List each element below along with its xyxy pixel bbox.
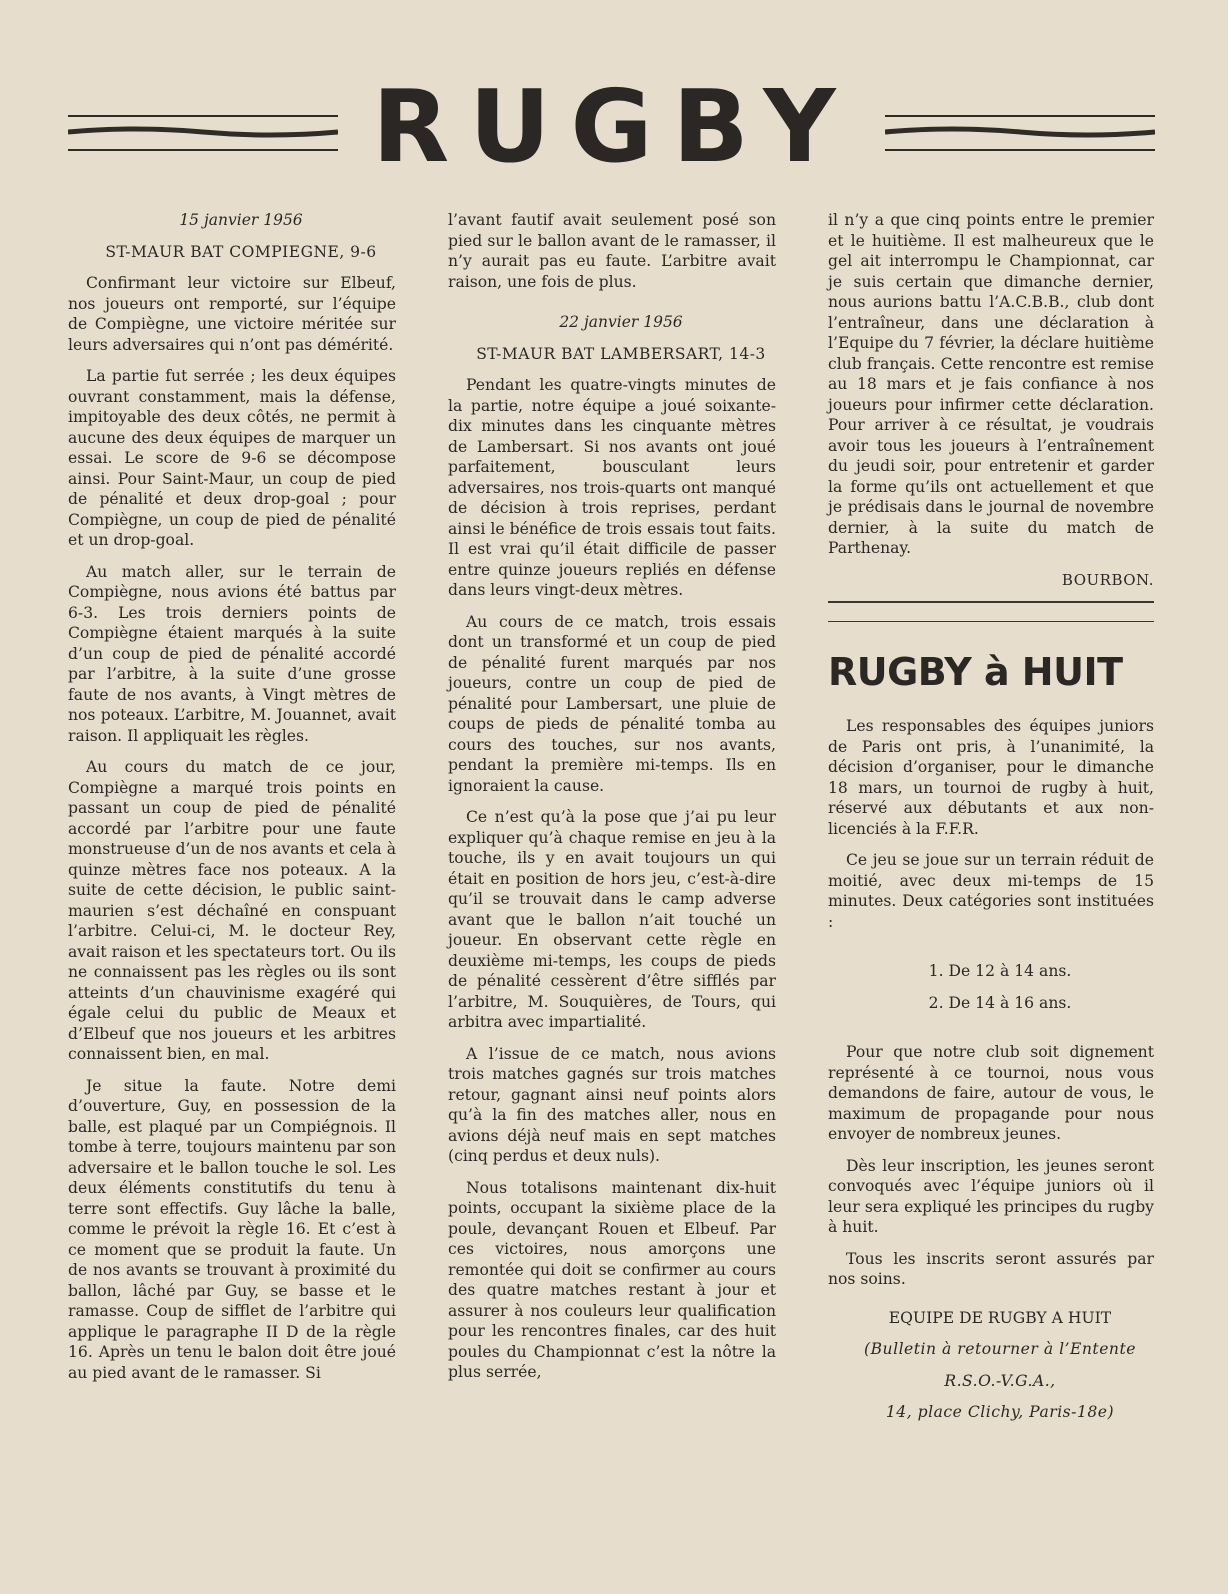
divider-line	[828, 621, 1154, 623]
paragraph: Ce n’est qu’à la pose que j’ai pu leur expliquer qu’à chaque remise en jeu à la touche, ils y en avait toujours un qui était en position de hors jeu, c’est-à-dire qu’il se trouvait dans le camp adverse avant que le ballon n’ait touché un joueur. En observant cette règle en deuxième mi-temps, les coups de pieds de pénalité cessèrent d’être sifflés par l’arbitre, M. Souquières, de Tours, qui arbitra avec impartialité.	[448, 808, 776, 1031]
column-2	[448, 210, 776, 1394]
paragraph: Dès leur inscription, les jeunes seront convoqués avec l’équipe juniors où il leur sera expliqué les principes du rugby à huit.	[828, 1156, 1154, 1236]
paragraph: Tous les inscrits seront assurés par nos soins.	[828, 1249, 1154, 1288]
paragraph: La partie fut serrée ; les deux équipes ouvrant constamment, mais la défense, impitoyable des deux côtés, ne permit à aucune des deux équipes de marquer un essai. Le score de 9-6 se décompose ainsi. Pour Saint-Maur, un coup de pied de pénalité et deux drop-goal ; pour Compiègne, un coup de pied de pénalité et un drop-goal.	[68, 367, 396, 549]
section-title: RUGBY à HUIT	[828, 650, 1123, 694]
paragraph: A l’issue de ce match, nous avions trois matches gagnés sur trois matches retour, gagnant ainsi neuf points alors qu’à la fin des matches aller, nous en avions déjà neuf mais en sept matches (cinq perdus et deux nuls).	[448, 1044, 776, 1165]
category-item: 2. De 14 à 16 ans.	[928, 993, 1072, 1012]
section-divider	[828, 601, 1154, 622]
decorative-wave-rules	[68, 110, 338, 160]
masthead-rules-right	[885, 110, 1155, 160]
paragraph: Ce jeu se joue sur un terrain réduit de moitié, avec deux mi-temps de 15 minutes. Deux catégories sont instituées :	[828, 851, 1154, 931]
paragraph: Au cours de ce match, trois essais dont un transformé et un coup de pied de pénalité furent marqués par nos joueurs, contre un coup de pied de pénalité pour Lambersart, une pluie de coups de pieds de pénalité tomba au cours des touches, sur nos avants, pendant la première mi-temps. Ils en ignoraient la cause.	[448, 612, 776, 795]
column-1	[68, 210, 396, 1394]
paragraph: Les responsables des équipes juniors de Paris ont pris, à l’unanimité, la décision d’organiser, pour le dimanche 18 mars, un tournoi de rugby à huit, réservé aux débutants et aux non-licenciés à la F.F.R.	[828, 717, 1154, 838]
paragraph: Je situe la faute. Notre demi d’ouverture, Guy, en possession de la balle, est plaqué par un Compiégnois. Il tombe à terre, toujours maintenu par son adversaire et le ballon touche le sol. Les deux éléments constitutifs du tenu à terre sont effectifs. Guy lâche la balle, comme le prévoit la règle 16. Et c’est à ce moment que se produit la faute. Un de nos avants se trouvant à proximité du ballon, lâché par Guy, se basse et le ramasse. Coup de sifflet de l’arbitre qui applique le paragraphe II D de la règle 16. Après un tenu le balon doit être joué au pied avant de le ramasser. Si	[68, 1076, 396, 1382]
category-item: 1. De 12 à 14 ans.	[928, 962, 1072, 980]
decorative-wave-rules	[885, 110, 1155, 160]
paragraph: Au cours du match de ce jour, Compiègne a marqué trois points en passant un coup de pied de pénalité accordé par l’arbitre pour une faute monstrueuse d’un de nos avants et cela à quinze mètres face nos poteaux. A la suite de cette décision, le public saint-maurien s’est déchaîné en conspuant l’arbitre. Celui-ci, M. le docteur Rey, avait raison et les spectateurs tort. Ou ils ne connaissent pas les règles ou ils sont atteints d’un chauvinisme exagéré qui égale celui du public de Meaux et d’Elbeuf que nos joueurs et les arbitres connaissent bien, en mal.	[68, 758, 396, 1063]
article-headline: ST-MAUR BAT COMPIEGNE, 9-6	[105, 242, 377, 261]
paragraph: Nous totalisons maintenant dix-huit points, occupant la sixième place de la poule, devançant Rouen et Elbeuf. Par ces victoires, nous amorçons une remontée qui doit se confirmer au cours des quatre matches restant à jour et assurer à nos couleurs leur qualification pour les rencontres finales, car des huit poules du Championnat c’est la nôtre la plus serrée,	[448, 1178, 776, 1381]
column-3	[828, 210, 1154, 1434]
paragraph-continuation: l’avant fautif avait seulement posé son pied sur le ballon avant de le ramasser, il n’y aurait pas eu faute. L’arbitre avait raison, une fois de plus.	[448, 211, 776, 291]
masthead-title: RUGBY	[372, 68, 856, 185]
paragraph: Pour que notre club soit dignement représenté à ce tournoi, nous vous demandons de faire, autour de vous, le maximum de propagande pour nous envoyer de nombreux jeunes.	[828, 1043, 1154, 1143]
divider-line	[828, 601, 1154, 603]
team-name: EQUIPE DE RUGBY A HUIT	[888, 1308, 1112, 1327]
bulletin-line: R.S.O.-V.G.A.,	[944, 1371, 1056, 1390]
masthead	[0, 68, 1228, 185]
paragraph: Pendant les quatre-vingts minutes de la partie, notre équipe a joué soixante-dix minutes dans les cinquante mètres de Lambersart. Si nos avants ont joué parfaitement, bousculant leurs adversaires, nos trois-quarts ont manqué de décision à trois reprises, perdant ainsi le bénéfice de trois essais tout faits. Il est vrai qu’il était difficile de passer entre quinze joueurs repliés en défense dans leurs vingt-deux mètres.	[448, 376, 776, 599]
bulletin-line: 14, place Clichy, Paris-18e)	[885, 1403, 1115, 1421]
author-signature: BOURBON.	[1061, 570, 1154, 589]
bulletin-line: (Bulletin à retourner à l’Entente	[864, 1340, 1136, 1358]
paragraph: Confirmant leur victoire sur Elbeuf, nos joueurs ont remporté, sur l’équipe de Compiègne, une victoire méritée sur leurs adversaires qui n’ont pas démérité.	[68, 274, 396, 354]
paragraph-continuation: il n’y a que cinq points entre le premier et le huitième. Il est malheureux que le gel ait interrompu le Championnat, car je suis certain que dimanche dernier, nous aurions battu l’A.C.B.B., club dont l’entraîneur, dans une déclaration à l’Equipe du 7 février, la déclare huitième club français. Cette rencontre est remise au 18 mars et je fais confiance à nos joueurs pour infirmer cette déclaration. Pour arriver à ce résultat, je voudrais avoir tous les joueurs à l’entraînement du jeudi soir, pour entretenir et garder la forme qu’ils ont actuellement et que je prédisais dans le journal de novembre dernier, à la suite du match de Parthenay.	[828, 211, 1154, 557]
masthead-rules-left	[68, 110, 338, 160]
paragraph: Au match aller, sur le terrain de Compiègne, nous avions été battus par 6-3. Les trois derniers points de Compiègne étaient marqués à la suite d’un coup de pied de pénalité accordé par l’arbitre, à la suite d’une grosse faute de nos avants, à Vingt mètres de nos poteaux. L’arbitre, M. Jouannet, avait raison. Il appliquait les règles.	[68, 562, 396, 745]
article-date: 15 janvier 1956	[179, 211, 303, 229]
article-date: 22 janvier 1956	[559, 313, 683, 331]
article-headline: ST-MAUR BAT LAMBERSART, 14-3	[476, 344, 766, 363]
